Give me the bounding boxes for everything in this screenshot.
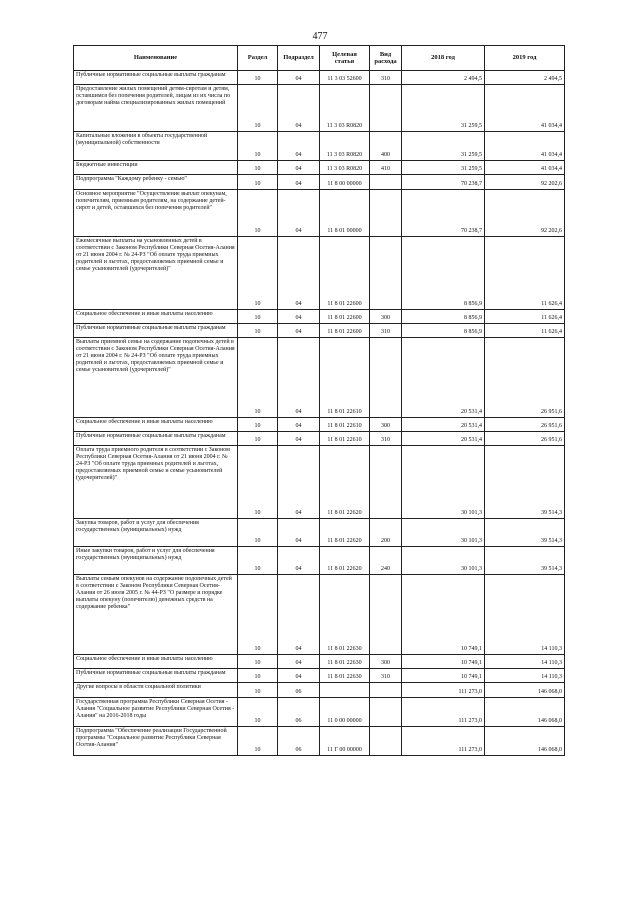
row-subsection: 04 [278, 446, 320, 519]
header-target: Целевая статья [320, 46, 370, 71]
row-section: 10 [238, 71, 278, 85]
row-expense-type: 400 [370, 132, 402, 161]
row-value-2019: 41 034,4 [485, 85, 565, 132]
table-row [74, 655, 565, 669]
row-value-2018: 30 101,3 [402, 547, 485, 575]
row-value-2019: 92 202,6 [485, 190, 565, 237]
row-value-2018: 111 273,0 [402, 683, 485, 698]
row-value-2018: 70 238,7 [402, 190, 485, 237]
row-value-2018: 8 856,9 [402, 324, 485, 338]
row-name: Социальное обеспечение и иные выплаты населению [74, 418, 238, 432]
row-section: 10 [238, 190, 278, 237]
row-expense-type: 200 [370, 519, 402, 547]
row-name: Социальное обеспечение и иные выплаты населению [74, 655, 238, 669]
row-value-2019: 11 626,4 [485, 324, 565, 338]
table-row [74, 324, 565, 338]
row-subsection: 04 [278, 519, 320, 547]
row-value-2019: 11 626,4 [485, 237, 565, 310]
table-row [74, 446, 565, 519]
row-subsection: 04 [278, 85, 320, 132]
row-value-2018: 31 259,5 [402, 85, 485, 132]
row-expense-type [370, 683, 402, 698]
row-value-2018: 20 531,4 [402, 338, 485, 418]
row-subsection: 06 [278, 727, 320, 756]
table-row [74, 161, 565, 175]
row-target: 11 8 01 22610 [320, 418, 370, 432]
row-expense-type: 310 [370, 669, 402, 683]
row-target: 11 8 01 22620 [320, 519, 370, 547]
row-name: Публичные нормативные социальные выплаты гражданам [74, 324, 238, 338]
row-value-2019: 14 110,3 [485, 655, 565, 669]
row-value-2019: 39 514,3 [485, 547, 565, 575]
row-value-2018: 111 273,0 [402, 698, 485, 727]
table-row [74, 418, 565, 432]
row-target: 11 8 01 22630 [320, 669, 370, 683]
row-value-2019: 11 626,4 [485, 310, 565, 324]
row-value-2018: 10 749,1 [402, 669, 485, 683]
row-target: 11 3 03 R0820 [320, 85, 370, 132]
row-expense-type: 410 [370, 161, 402, 175]
row-expense-type: 310 [370, 324, 402, 338]
row-name: Предоставление жилых помещений детям-сиротам и детям, оставшимся без попечения родителей, лицам из их числа по договорам найма специализированных жилых помещений [74, 85, 238, 132]
row-value-2019: 14 110,3 [485, 575, 565, 655]
row-value-2018: 2 494,5 [402, 71, 485, 85]
row-value-2019: 2 494,5 [485, 71, 565, 85]
row-value-2018: 8 856,9 [402, 310, 485, 324]
row-subsection: 04 [278, 161, 320, 175]
page-number: 477 [312, 31, 328, 42]
row-section: 10 [238, 161, 278, 175]
row-subsection: 04 [278, 669, 320, 683]
row-expense-type: 300 [370, 418, 402, 432]
table-row [74, 310, 565, 324]
row-subsection: 04 [278, 418, 320, 432]
table-header-row [74, 46, 565, 71]
row-value-2019: 146 068,0 [485, 683, 565, 698]
row-target: 11 8 01 22600 [320, 237, 370, 310]
row-section: 10 [238, 432, 278, 446]
row-name: Публичные нормативные социальные выплаты гражданам [74, 432, 238, 446]
row-name: Подпрограмма "Обеспечение реализации Государственной программы "Социальное развитие Республики Северная Осетия-Алания" [74, 727, 238, 756]
row-value-2018: 111 273,0 [402, 727, 485, 756]
table-row [74, 190, 565, 237]
row-section: 10 [238, 655, 278, 669]
header-2018: 2018 год [402, 46, 485, 71]
row-subsection: 04 [278, 132, 320, 161]
row-target: 11 8 00 00000 [320, 175, 370, 190]
row-value-2019: 41 034,4 [485, 132, 565, 161]
table-row [74, 669, 565, 683]
row-expense-type [370, 727, 402, 756]
row-value-2019: 26 951,6 [485, 338, 565, 418]
row-subsection: 04 [278, 237, 320, 310]
row-subsection: 04 [278, 432, 320, 446]
table-row [74, 132, 565, 161]
row-section: 10 [238, 237, 278, 310]
table-row [74, 547, 565, 575]
row-expense-type: 240 [370, 547, 402, 575]
row-subsection: 04 [278, 175, 320, 190]
table-row [74, 237, 565, 310]
row-value-2018: 8 856,9 [402, 237, 485, 310]
row-name: Бюджетные инвестиции [74, 161, 238, 175]
header-subsection: Подраздел [278, 46, 320, 71]
header-section: Раздел [238, 46, 278, 71]
row-section: 10 [238, 85, 278, 132]
row-name: Иные закупки товаров, работ и услуг для обеспечения государственных (муниципальных) нужд [74, 547, 238, 575]
table-row [74, 71, 565, 85]
budget-table [73, 45, 565, 756]
row-expense-type [370, 85, 402, 132]
row-name: Ежемесячные выплаты на усыновленных детей в соответствии с Законом Республики Северная Осетия-Алания от 21 июня 2004 г. № 24-РЗ "Об оплате труда приемных родителей и льготах, предоставляемых приемной семье и семье усыновителей (удочерителей)" [74, 237, 238, 310]
row-value-2018: 10 749,1 [402, 575, 485, 655]
row-target: 11 Г 00 00000 [320, 727, 370, 756]
table-row [74, 85, 565, 132]
row-target: 11 8 01 22600 [320, 310, 370, 324]
row-subsection: 04 [278, 190, 320, 237]
row-value-2018: 30 101,3 [402, 519, 485, 547]
row-section: 10 [238, 575, 278, 655]
row-target: 11 8 01 22630 [320, 575, 370, 655]
row-target: 11 8 01 22600 [320, 324, 370, 338]
row-name: Подпрограмма "Каждому ребенку - семью" [74, 175, 238, 190]
row-subsection: 04 [278, 547, 320, 575]
table-row [74, 683, 565, 698]
row-name: Публичные нормативные социальные выплаты гражданам [74, 71, 238, 85]
row-section: 10 [238, 418, 278, 432]
row-expense-type [370, 237, 402, 310]
row-section: 10 [238, 132, 278, 161]
row-value-2019: 146 068,0 [485, 727, 565, 756]
table-row [74, 698, 565, 727]
row-name: Капитальные вложения в объекты государственной (муниципальной) собственности [74, 132, 238, 161]
row-expense-type [370, 175, 402, 190]
row-name: Социальное обеспечение и иные выплаты населению [74, 310, 238, 324]
row-value-2019: 41 034,4 [485, 161, 565, 175]
row-subsection: 04 [278, 71, 320, 85]
row-target: 11 8 01 22620 [320, 446, 370, 519]
row-value-2018: 10 749,1 [402, 655, 485, 669]
row-target: 11 0 00 00000 [320, 698, 370, 727]
row-target: 11 3 03 R0820 [320, 161, 370, 175]
table-row [74, 175, 565, 190]
table-row [74, 519, 565, 547]
row-name: Публичные нормативные социальные выплаты гражданам [74, 669, 238, 683]
row-target: 11 3 03 52600 [320, 71, 370, 85]
row-section: 10 [238, 669, 278, 683]
row-subsection: 04 [278, 575, 320, 655]
row-target [320, 683, 370, 698]
row-expense-type [370, 446, 402, 519]
row-expense-type [370, 575, 402, 655]
row-name: Основное мероприятие "Осуществление выплат опекунам, попечителям, приемным родителям, на содержание детей-сирот и детей, оставшихся без попечения родителей" [74, 190, 238, 237]
row-value-2018: 31 259,5 [402, 161, 485, 175]
row-value-2019: 26 951,6 [485, 432, 565, 446]
row-section: 10 [238, 519, 278, 547]
row-target: 11 8 01 22610 [320, 432, 370, 446]
row-value-2018: 20 531,4 [402, 432, 485, 446]
row-section: 10 [238, 698, 278, 727]
row-section: 10 [238, 175, 278, 190]
row-section: 10 [238, 310, 278, 324]
table-row [74, 432, 565, 446]
row-expense-type: 310 [370, 71, 402, 85]
row-section: 10 [238, 338, 278, 418]
row-value-2018: 30 101,3 [402, 446, 485, 519]
row-value-2019: 14 110,3 [485, 669, 565, 683]
table-row [74, 575, 565, 655]
row-subsection: 04 [278, 310, 320, 324]
row-section: 10 [238, 446, 278, 519]
row-section: 10 [238, 547, 278, 575]
row-target: 11 8 01 22620 [320, 547, 370, 575]
row-expense-type: 310 [370, 432, 402, 446]
row-section: 10 [238, 727, 278, 756]
row-name: Закупка товаров, работ и услуг для обеспечения государственных (муниципальных) нужд [74, 519, 238, 547]
row-subsection: 04 [278, 338, 320, 418]
row-expense-type [370, 338, 402, 418]
row-value-2019: 92 202,6 [485, 175, 565, 190]
row-expense-type [370, 190, 402, 237]
row-target: 11 8 01 22610 [320, 338, 370, 418]
row-expense-type: 300 [370, 655, 402, 669]
header-2019: 2019 год [485, 46, 565, 71]
row-subsection: 06 [278, 698, 320, 727]
row-value-2019: 26 951,6 [485, 418, 565, 432]
table-row [74, 727, 565, 756]
row-name: Другие вопросы в области социальной политики [74, 683, 238, 698]
row-name: Выплаты приемной семье на содержание подопечных детей в соответствии с Законом Республики Северная Осетия-Алания от 21 июня 2004 г. № 24-РЗ "Об оплате труда приемных родителей и льготах, предоставляемых приемной семье и семье усыновителей (удочерителей)" [74, 338, 238, 418]
row-section: 10 [238, 324, 278, 338]
row-target: 11 8 01 00000 [320, 190, 370, 237]
row-section: 10 [238, 683, 278, 698]
row-target: 11 3 03 R0820 [320, 132, 370, 161]
row-name: Оплата труда приемного родителя в соответствии с Законом Республики Северная Осетия-Алания от 21 июня 2004 г. № 24-РЗ "Об оплате труда приемных родителей и льготах, предоставляемых приемной семье и семье усыновителей (удочерителей)" [74, 446, 238, 519]
header-expense-type: Вид расхода [370, 46, 402, 71]
row-subsection: 06 [278, 683, 320, 698]
row-target: 11 8 01 22630 [320, 655, 370, 669]
row-name: Государственная программа Республики Северная Осетия - Алания "Социальное развитие Республики Северная Осетия - Алания" на 2016-2018 годы [74, 698, 238, 727]
row-value-2018: 70 238,7 [402, 175, 485, 190]
row-value-2019: 39 514,3 [485, 446, 565, 519]
row-value-2019: 146 068,0 [485, 698, 565, 727]
table-body [74, 71, 565, 756]
header-name: Наименование [74, 46, 238, 71]
row-expense-type: 300 [370, 310, 402, 324]
row-name: Выплаты семьям опекунов на содержание подопечных детей в соответствии с Законом Республики Северная Осетия-Алания от 26 июля 2005 г. № 44-РЗ "О размере и порядке выплаты опекуну (попечителю) денежных средств на содержание ребенка" [74, 575, 238, 655]
row-value-2018: 20 531,4 [402, 418, 485, 432]
row-subsection: 04 [278, 324, 320, 338]
row-subsection: 04 [278, 655, 320, 669]
row-expense-type [370, 698, 402, 727]
table-row [74, 338, 565, 418]
row-value-2018: 31 259,5 [402, 132, 485, 161]
row-value-2019: 39 514,3 [485, 519, 565, 547]
